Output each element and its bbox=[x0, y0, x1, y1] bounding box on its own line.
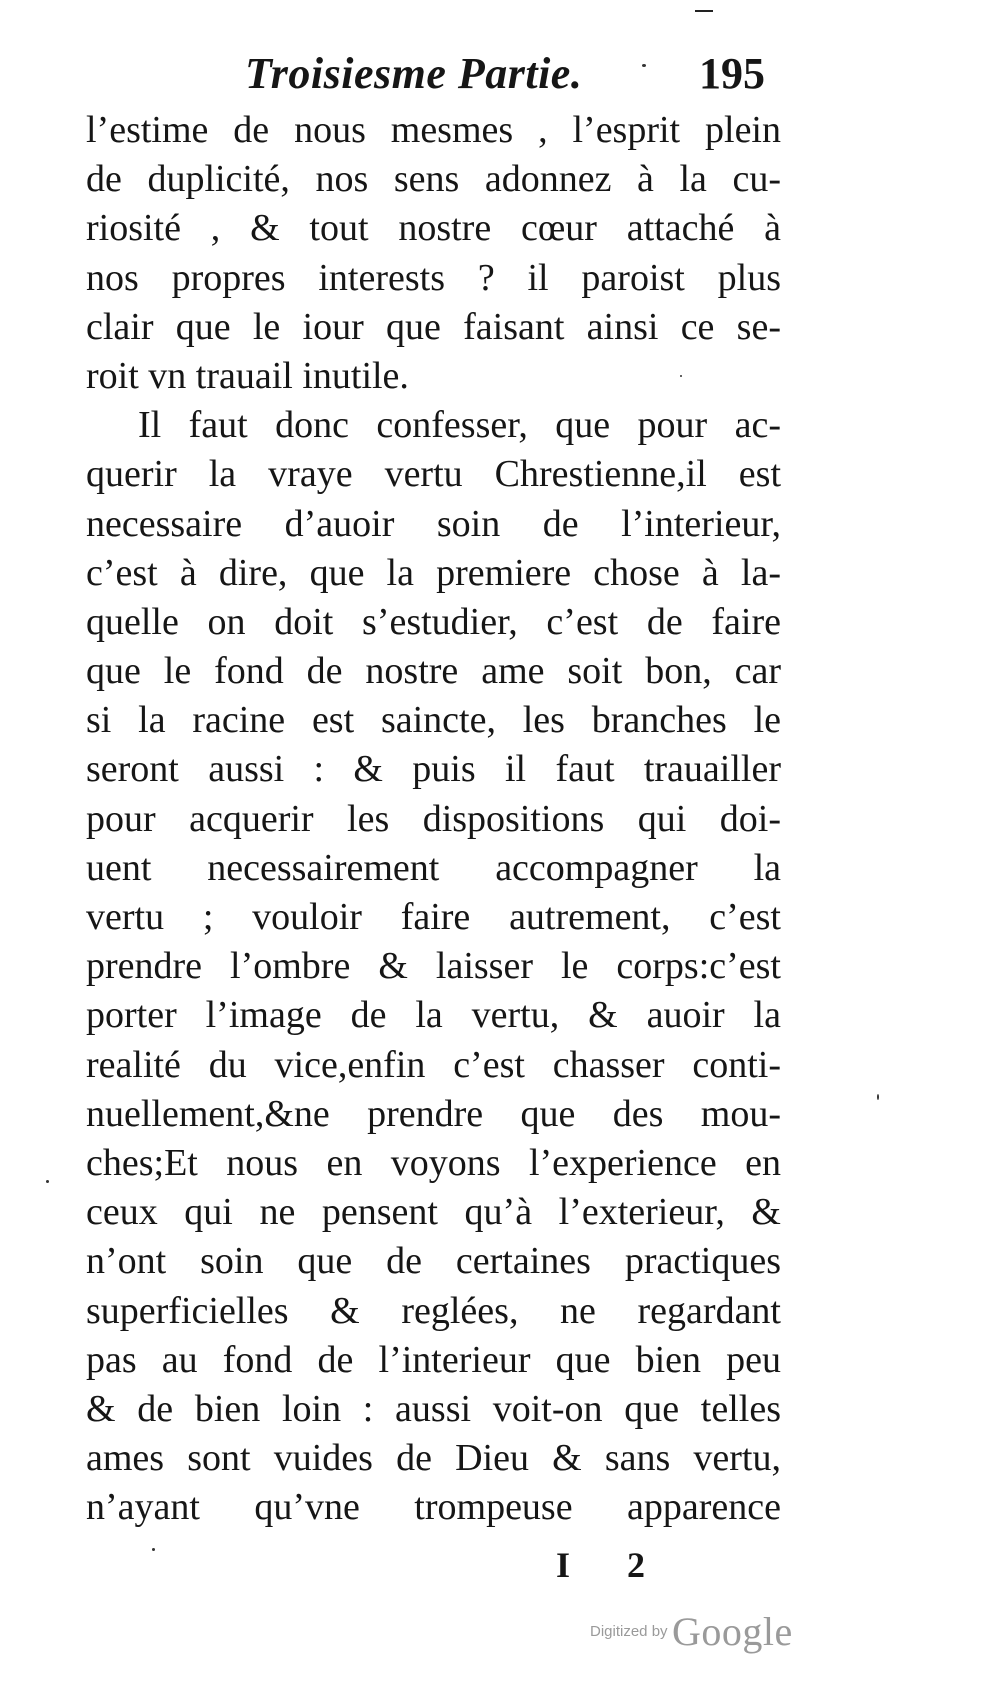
text-line: c’est à dire, que la premiere chose à la- bbox=[86, 551, 781, 594]
text-line: pour acquerir les dispositions qui doi- bbox=[86, 797, 781, 840]
running-head bbox=[245, 48, 765, 108]
text-line: vertu ; vouloir faire autrement, c’est bbox=[86, 896, 781, 938]
paragraph-start-line: Il faut donc confesser, que pour ac- bbox=[138, 404, 781, 447]
page-number: 195 bbox=[699, 49, 765, 98]
body-text bbox=[86, 106, 781, 1532]
text-line: riosité , & tout nostre cœur attaché à bbox=[86, 207, 781, 250]
print-speck bbox=[642, 64, 646, 67]
text-line: l’estime de nous mesmes , l’esprit plein bbox=[86, 109, 781, 151]
text-line: si la racine est saincte, les branches le bbox=[86, 699, 781, 742]
google-logo: Google bbox=[672, 1609, 793, 1654]
text-line: que le fond de nostre ame soit bon, car bbox=[86, 650, 781, 693]
print-speck bbox=[152, 1548, 155, 1551]
signature-mark: I 2 bbox=[556, 1545, 670, 1585]
text-line: ames sont vuides de Dieu & sans vertu, bbox=[86, 1437, 781, 1480]
text-line: nos propres interests ? il paroist plus bbox=[86, 256, 781, 299]
text-line: pas au fond de l’interieur que bien peu bbox=[86, 1338, 781, 1381]
digitization-watermark bbox=[590, 1608, 793, 1655]
text-line: ceux qui ne pensent qu’à l’exterieur, & bbox=[86, 1191, 781, 1234]
text-line: n’ont soin que de certaines practiques bbox=[86, 1240, 781, 1283]
running-title: Troisiesme Partie. bbox=[245, 49, 583, 98]
text-line: clair que le iour que faisant ainsi ce se- bbox=[86, 305, 781, 348]
text-line: uent necessairement accompagner la bbox=[86, 846, 781, 889]
text-line: ches;Et nous en voyons l’experience en bbox=[86, 1141, 781, 1184]
text-line: de duplicité, nos sens adonnez à la cu- bbox=[86, 158, 781, 201]
text-line: n’ayant qu’vne trompeuse apparence bbox=[86, 1486, 781, 1529]
text-line: realité du vice,enfin c’est chasser conti- bbox=[86, 1043, 781, 1086]
text-line: seront aussi : & puis il faut trauailler bbox=[86, 748, 781, 791]
text-line: roit vn trauail inutile. bbox=[86, 354, 409, 397]
text-line: prendre l’ombre & laisser le corps:c’est bbox=[86, 945, 781, 988]
print-speck bbox=[877, 1094, 879, 1100]
print-speck bbox=[46, 1180, 49, 1183]
text-line: & de bien loin : aussi voit-on que telles bbox=[86, 1387, 781, 1430]
print-speck bbox=[680, 375, 682, 377]
text-line: necessaire d’auoir soin de l’interieur, bbox=[86, 502, 781, 545]
text-line: quelle on doit s’estudier, c’est de faire bbox=[86, 600, 781, 643]
top-edge-mark bbox=[695, 10, 713, 12]
text-line: nuellement,&ne prendre que des mou- bbox=[86, 1092, 781, 1135]
text-line: querir la vraye vertu Chrestienne,il est bbox=[86, 453, 781, 496]
text-line: superficielles & reglées, ne regardant bbox=[86, 1289, 781, 1332]
text-line: porter l’image de la vertu, & auoir la bbox=[86, 994, 781, 1037]
watermark-prefix: Digitized by bbox=[590, 1623, 668, 1640]
